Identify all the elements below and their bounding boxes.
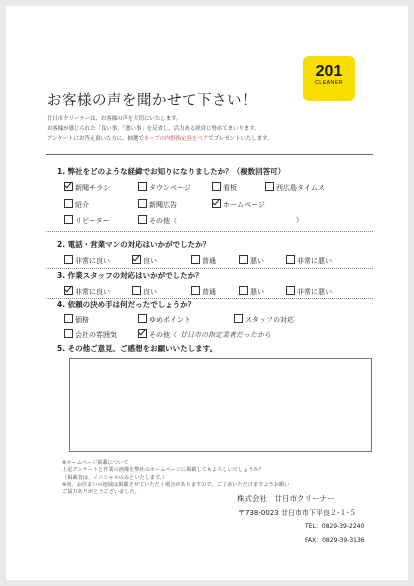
- checkbox[interactable]: [212, 199, 221, 208]
- intro-text: [47, 114, 272, 144]
- option-average[interactable]: [191, 286, 216, 297]
- option-staff-response[interactable]: [234, 314, 294, 325]
- divider: [46, 231, 373, 232]
- option-homepage[interactable]: [212, 199, 265, 210]
- checkbox[interactable]: [132, 255, 141, 264]
- option-signboard[interactable]: [212, 182, 237, 193]
- option-price[interactable]: [64, 314, 89, 325]
- checkbox[interactable]: [191, 255, 200, 264]
- question-2: 2. 電話・営業マンの対応はいかがでしたか？: [57, 240, 211, 249]
- option-referral[interactable]: [64, 199, 89, 210]
- option-other[interactable]: [138, 215, 177, 226]
- checkbox[interactable]: [234, 314, 243, 323]
- company-name: 株式会社 廿日市クリーナー: [237, 494, 335, 503]
- question-1: 1. 弊社をどのような経緯でお知りになりましたか？（複数回答可）: [57, 167, 286, 176]
- option-label: 良い: [143, 288, 157, 296]
- note-line: ※尚、お住まいの地域は掲載させていただく場合がありますので、ご了承いただけますようお願い: [62, 481, 290, 488]
- option-other[interactable]: [138, 329, 271, 340]
- option-label: 新聞広告: [149, 201, 177, 209]
- option-label: 看板: [223, 184, 237, 192]
- option-yume-point[interactable]: [138, 314, 191, 325]
- option-town-page[interactable]: [138, 182, 191, 193]
- option-label: 紹介: [75, 201, 89, 209]
- option-label: 価格: [75, 316, 89, 324]
- checkbox[interactable]: [138, 314, 147, 323]
- intro-line-3: [47, 134, 272, 144]
- option-label: ゆめポイント: [149, 316, 191, 324]
- logo-number: 201: [315, 63, 343, 80]
- checkbox[interactable]: [239, 286, 248, 295]
- option-label: その他（: [149, 217, 177, 225]
- option-label: 悪い: [250, 288, 264, 296]
- option-label: 良い: [143, 257, 157, 265]
- option-label: 非常に良い: [75, 288, 110, 296]
- note-line: （掲載者は、イニシャルのみといたします。）: [62, 474, 168, 481]
- option-label: 会社の雰囲気: [75, 331, 117, 339]
- checkbox[interactable]: [64, 314, 73, 323]
- handwritten-answer: 廿日市の指定業者だったから: [180, 331, 271, 339]
- checkbox[interactable]: [191, 286, 200, 295]
- other-close-paren: ）: [296, 216, 303, 224]
- checkbox[interactable]: [212, 182, 221, 191]
- option-label: 非常に悪い: [297, 257, 332, 265]
- company-logo: [303, 56, 355, 101]
- prize-highlight: カーブの内野指定券をペア: [143, 136, 209, 142]
- checkbox[interactable]: [64, 199, 73, 208]
- option-label: 非常に悪い: [297, 288, 332, 296]
- option-good[interactable]: [132, 286, 157, 297]
- option-newspaper-ad[interactable]: [138, 199, 177, 210]
- checkbox[interactable]: [138, 199, 147, 208]
- option-bad[interactable]: [239, 286, 264, 297]
- option-repeater[interactable]: [64, 215, 110, 226]
- checkbox[interactable]: [286, 286, 295, 295]
- divider: [46, 154, 373, 155]
- option-label: リピーター: [75, 217, 110, 225]
- option-newspaper-flyer[interactable]: [64, 182, 110, 193]
- option-average[interactable]: [191, 255, 216, 266]
- company-address: [238, 508, 356, 518]
- option-very-good[interactable]: [64, 255, 110, 266]
- question-5: 5. その他ご意見、ご感想をお願いいたします。: [57, 344, 218, 353]
- option-label: 非常に良い: [75, 257, 110, 265]
- company-fax: FAX：0829-39-3136: [305, 537, 365, 544]
- note-line: ※ホームページ掲載について: [62, 460, 129, 466]
- checkbox[interactable]: [132, 286, 141, 295]
- option-very-good[interactable]: [64, 286, 110, 297]
- intro-line-3-end: でプレゼントいたします。: [208, 136, 273, 142]
- option-label: 普通: [202, 257, 216, 265]
- option-nishihiroshima-times[interactable]: [265, 182, 325, 193]
- option-very-bad[interactable]: [286, 255, 332, 266]
- checkbox[interactable]: [265, 182, 274, 191]
- checkbox[interactable]: [64, 329, 73, 338]
- street-address: 廿日市市下平良２-１-５: [280, 509, 356, 517]
- option-label: 西広島タイムス: [276, 184, 325, 192]
- page-title: お客様の声を聞かせて下さい！: [47, 93, 257, 109]
- option-label: スタッフの対応: [245, 316, 294, 324]
- checkbox[interactable]: [64, 182, 73, 191]
- option-bad[interactable]: [239, 255, 264, 266]
- note-line: ご協力ありがとうございました。: [62, 489, 140, 496]
- checkbox[interactable]: [64, 286, 73, 295]
- postal-code: 〒738-0023: [238, 509, 279, 517]
- intro-line-3-start: アンケートにお答え頂いた方に、抽選で: [47, 136, 144, 142]
- intro-line-1: 廿日市クリーナーは、お客様の声を大切にいたします。: [47, 116, 182, 122]
- option-label: 普通: [202, 288, 216, 296]
- questionnaire-sheet: [6, 6, 408, 580]
- footnotes: [62, 460, 289, 496]
- checkbox[interactable]: [64, 215, 73, 224]
- option-label: その他（: [149, 331, 177, 339]
- question-4: 4. 依頼の決め手は何だったでしょうか？: [57, 300, 196, 309]
- option-label: タウンページ: [149, 184, 191, 192]
- question-3: 3. 作業スタッフの対応はいかがでしたか？: [57, 271, 203, 280]
- checkbox[interactable]: [239, 255, 248, 264]
- checkbox[interactable]: [138, 329, 147, 338]
- company-tel: TEL：0829-39-2240: [305, 523, 365, 530]
- option-very-bad[interactable]: [286, 286, 332, 297]
- intro-line-2: お客様が感じられた「良い事」「悪い事」を反省し、活力ある経営に努めてまいります。: [47, 126, 260, 132]
- note-line: 上記アンケートと作業の画像を弊社のホームページに掲載してもよろしいでしょうか？: [62, 467, 264, 474]
- checkbox[interactable]: [138, 182, 147, 191]
- checkbox[interactable]: [138, 215, 147, 224]
- comments-box[interactable]: [69, 358, 372, 452]
- checkbox[interactable]: [64, 255, 73, 264]
- option-label: 新聞チラシ: [75, 184, 110, 192]
- option-company-atmosphere[interactable]: [64, 329, 117, 340]
- option-good[interactable]: [132, 255, 157, 266]
- checkbox[interactable]: [286, 255, 295, 264]
- logo-label: CLEANER: [314, 80, 344, 86]
- option-label: 悪い: [250, 257, 264, 265]
- divider: [46, 268, 373, 269]
- option-label: ホームページ: [223, 201, 265, 209]
